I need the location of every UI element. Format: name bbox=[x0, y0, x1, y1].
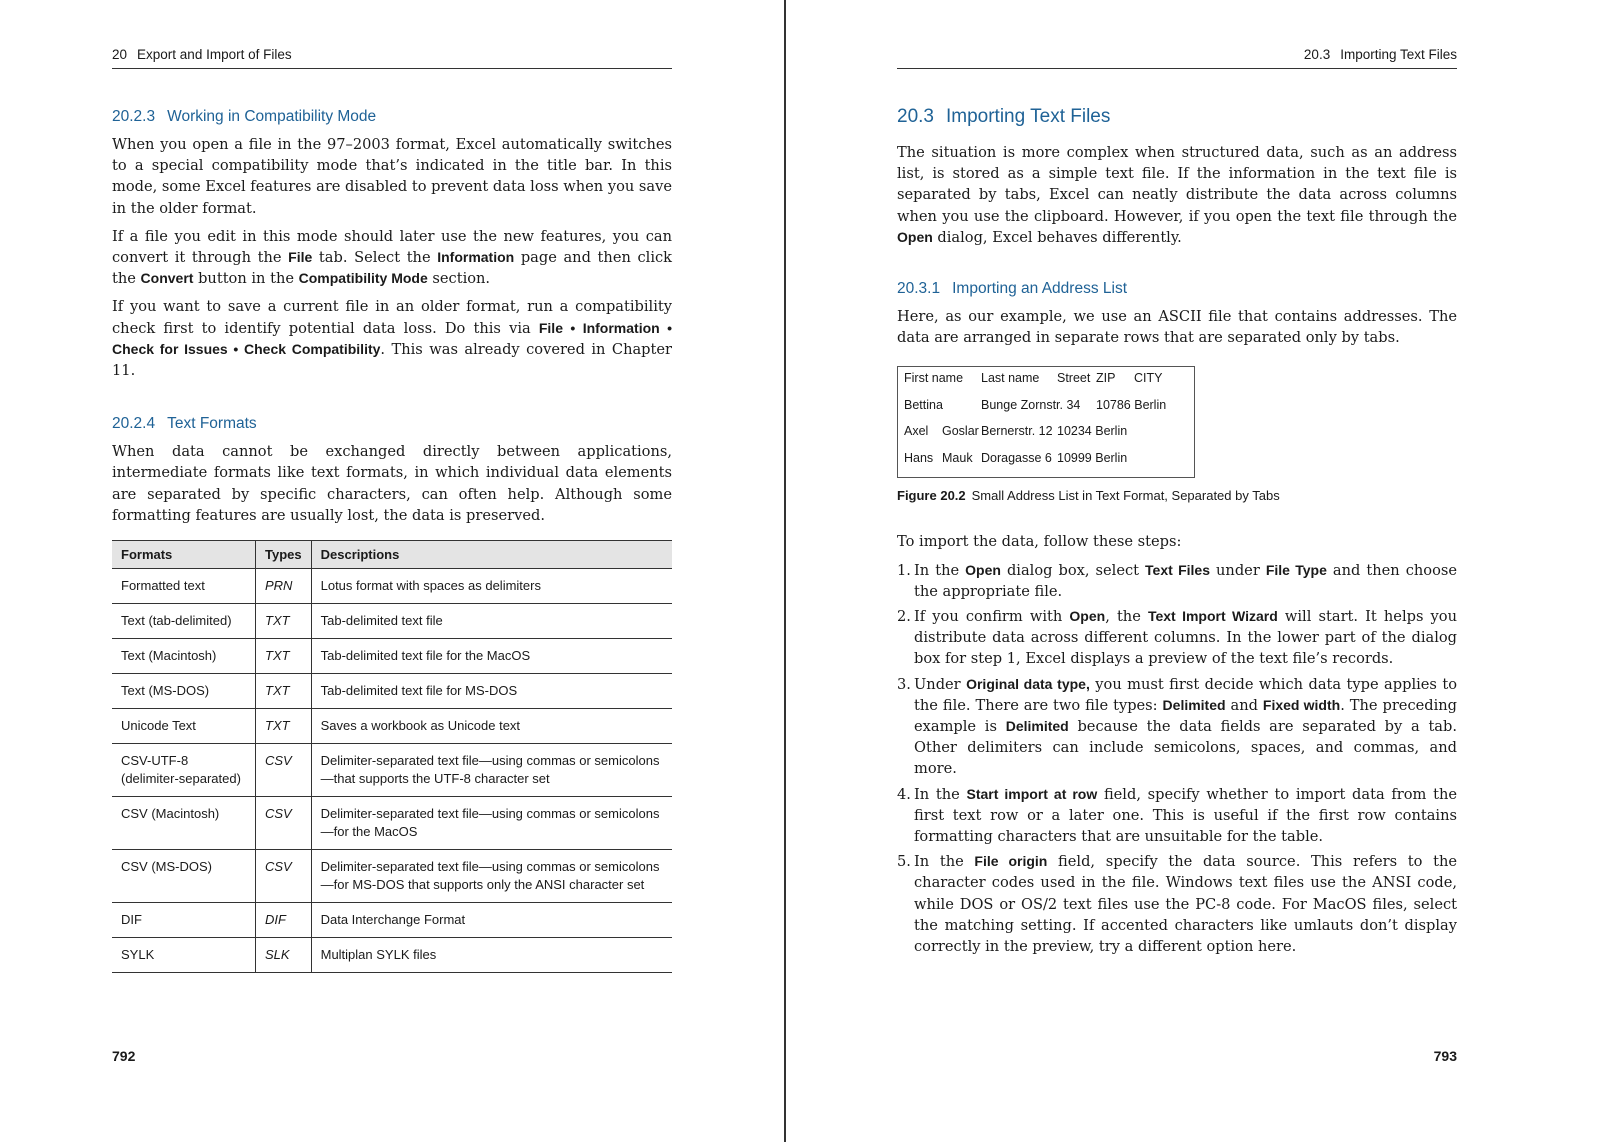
type-cell: CSV bbox=[256, 850, 312, 903]
running-head bbox=[897, 47, 1457, 69]
figure-cell: 10234 Berlin bbox=[1057, 424, 1128, 439]
table-row bbox=[112, 639, 672, 674]
step-number: 3. bbox=[897, 675, 911, 693]
figure-caption-text: Small Address List in Text Format, Separated by Tabs bbox=[971, 488, 1280, 504]
text-run: tab. Select the bbox=[312, 249, 438, 267]
description-cell: Lotus format with spaces as delimiters bbox=[311, 569, 672, 604]
paragraph bbox=[897, 306, 1457, 348]
text-run: because the data fields are separated by a tab. Other delimiters can include semicolons, spaces, and commas, and more. bbox=[914, 718, 1457, 778]
section-title: Importing Text Files bbox=[1340, 47, 1457, 62]
step-item bbox=[897, 851, 1457, 957]
bold-term: Text Files bbox=[1145, 561, 1210, 578]
figure-cell: 10999 Berlin bbox=[1057, 450, 1128, 465]
description-cell: Data Interchange Format bbox=[311, 903, 672, 938]
paragraph bbox=[112, 134, 672, 219]
figure-cell: Bettina bbox=[904, 397, 943, 412]
bold-term: Start import at row bbox=[966, 785, 1098, 802]
bold-term: File bbox=[288, 249, 313, 266]
table-row bbox=[112, 674, 672, 709]
step-item bbox=[897, 560, 1457, 602]
heading-number: 20.2.4 bbox=[112, 415, 156, 433]
figure-cell: Doragasse 6 bbox=[981, 450, 1052, 465]
step-item bbox=[897, 606, 1457, 670]
format-cell: CSV-UTF-8 (delimiter-separated) bbox=[112, 744, 256, 797]
step-number: 1. bbox=[897, 561, 911, 579]
bold-term: Open bbox=[897, 228, 933, 245]
heading-number: 20.3.1 bbox=[897, 280, 941, 298]
figure-cell: Axel bbox=[904, 424, 929, 439]
text-run: If you want to save a current file in an older format, run a compatibility check first to identify potential data loss. Do this via bbox=[112, 298, 672, 337]
figure-label: Figure 20.2 bbox=[897, 488, 966, 504]
text-run: When data cannot be exchanged directly between applications, intermediate formats like text formats, in which individual data elements are separated by specific characters, can often help. Although some formatting features are usually lost, the data is preserved. bbox=[112, 443, 672, 524]
section-number: 20.3 bbox=[1303, 47, 1331, 62]
table-row bbox=[112, 903, 672, 938]
type-cell: TXT bbox=[256, 709, 312, 744]
heading-number: 20.3 bbox=[897, 106, 934, 127]
page-number: 792 bbox=[112, 1048, 136, 1064]
section-heading bbox=[112, 415, 672, 433]
bold-term: File origin bbox=[974, 853, 1048, 870]
text-run: In the bbox=[914, 785, 967, 803]
chapter-number: 20 bbox=[112, 47, 128, 62]
figure-cell: Street bbox=[1057, 371, 1091, 386]
description-cell: Tab-delimited text file for MS-DOS bbox=[311, 674, 672, 709]
right-content bbox=[897, 106, 1457, 961]
description-cell: Delimiter-separated text file—using commas or semicolons—that supports the UTF-8 character set bbox=[311, 744, 672, 797]
text-run: section. bbox=[427, 270, 491, 288]
table-row bbox=[112, 744, 672, 797]
paragraph bbox=[112, 441, 672, 526]
bold-term: Open bbox=[1069, 608, 1106, 625]
table-row bbox=[112, 569, 672, 604]
page-number: 793 bbox=[1433, 1048, 1457, 1064]
subsection-heading bbox=[897, 280, 1457, 298]
table-row bbox=[112, 938, 672, 973]
text-run: . The preceding example is bbox=[914, 696, 1458, 736]
left-page bbox=[112, 0, 672, 1142]
description-cell: Delimiter-separated text file—using commas or semicolons—for the MacOS bbox=[311, 797, 672, 850]
column-header: Descriptions bbox=[311, 541, 672, 569]
format-cell: Text (Macintosh) bbox=[112, 639, 256, 674]
right-page bbox=[897, 0, 1457, 1142]
figure-cell: 10786 Berlin bbox=[1096, 397, 1167, 412]
paragraph bbox=[112, 296, 672, 381]
figure-cell: Last name bbox=[981, 371, 1040, 386]
text-run: . This was already covered in Chapter 11. bbox=[112, 340, 672, 380]
format-cell: SYLK bbox=[112, 938, 256, 973]
text-run: field, specify whether to import data from the first text row or a later one. This is useful if the first row contains formatting characters that are unsuitable for the table. bbox=[914, 785, 1457, 846]
figure-cell: Bernerstr. 12 bbox=[981, 424, 1053, 439]
format-cell: Text (tab-delimited) bbox=[112, 604, 256, 639]
section-20-2-4 bbox=[112, 415, 672, 526]
figure-cell: Hans bbox=[904, 450, 934, 465]
description-cell: Tab-delimited text file bbox=[311, 604, 672, 639]
column-header: Types bbox=[256, 541, 312, 569]
table-row bbox=[112, 850, 672, 903]
text-formats-table bbox=[112, 540, 672, 973]
description-cell: Delimiter-separated text file—using commas or semicolons—for MS-DOS that supports only the ANSI character set bbox=[311, 850, 672, 903]
figure-cell: First name bbox=[904, 371, 964, 386]
description-cell: Tab-delimited text file for the MacOS bbox=[311, 639, 672, 674]
description-cell: Multiplan SYLK files bbox=[311, 938, 672, 973]
running-head bbox=[112, 47, 672, 69]
text-run: and then choose the appropriate file. bbox=[914, 561, 1457, 600]
text-run: When you open a file in the 97–2003 format, Excel automatically switches to a special compatibility mode that’s indicated in the title bar. In this mode, some Excel features are disabled to prevent data loss when you save in the older format. bbox=[112, 136, 672, 217]
bold-term: Original data type, bbox=[966, 675, 1090, 692]
description-cell: Saves a workbook as Unicode text bbox=[311, 709, 672, 744]
bold-term: File Type bbox=[1265, 561, 1327, 578]
heading-number: 20.2.3 bbox=[112, 108, 156, 125]
text-run: If a file you edit in this mode should later use the new features, you can convert it through the bbox=[112, 227, 672, 267]
figure-cell: Bunge Zornstr. 34 bbox=[981, 397, 1081, 412]
text-run: dialog box, select bbox=[1000, 561, 1146, 579]
text-run: Under bbox=[914, 675, 967, 693]
heading-title: Importing an Address List bbox=[952, 280, 1128, 298]
text-run: button in the bbox=[193, 270, 299, 288]
type-cell: TXT bbox=[256, 604, 312, 639]
heading-title: Text Formats bbox=[167, 415, 257, 433]
step-item bbox=[897, 784, 1457, 848]
text-run: The situation is more complex when structured data, such as an address list, is stored as a simple text file. If the information in the text file is separated by tabs, Excel can neatly distribute the data across columns when you use the clipboard. However, if you open the text file through the bbox=[897, 144, 1457, 225]
paragraph bbox=[112, 226, 672, 290]
type-cell: CSV bbox=[256, 797, 312, 850]
section-heading bbox=[112, 108, 672, 126]
figure-caption bbox=[897, 488, 1457, 503]
table-row bbox=[112, 604, 672, 639]
type-cell: DIF bbox=[256, 903, 312, 938]
text-run: In the bbox=[914, 561, 966, 579]
table-row bbox=[112, 797, 672, 850]
format-cell: CSV (MS-DOS) bbox=[112, 850, 256, 903]
text-run: In the bbox=[914, 853, 975, 871]
text-run: page and then click the bbox=[112, 249, 672, 288]
bold-term: Fixed width bbox=[1262, 696, 1341, 713]
format-cell: Text (MS-DOS) bbox=[112, 674, 256, 709]
text-run: field, specify the data source. This refers to the character codes used in the file. Windows text files use the ANSI code, while DOS or OS/2 text files use the PC-8 code. For MacOS files, select the matching setting. If accented characters like umlauts don’t display correctly in the preview, try a different option here. bbox=[914, 853, 1457, 956]
format-cell: Formatted text bbox=[112, 569, 256, 604]
text-run: If you confirm with bbox=[914, 608, 1070, 626]
bold-term: Open bbox=[965, 561, 1001, 578]
chapter-title: Export and Import of Files bbox=[137, 47, 292, 62]
text-run: you must first decide which data type applies to the file. There are two file types: bbox=[914, 675, 1457, 714]
bold-term: Information bbox=[437, 249, 515, 266]
step-number: 2. bbox=[897, 608, 911, 626]
bold-term: File • Information • Check for Issues • Check Compatibility bbox=[112, 319, 672, 357]
section-heading bbox=[897, 106, 1457, 128]
text-run: Here, as our example, we use an ASCII file that contains addresses. The data are arranged in separate rows that are separated only by tabs. bbox=[897, 308, 1457, 347]
steps-intro: To import the data, follow these steps: bbox=[897, 533, 1182, 551]
heading-title: Working in Compatibility Mode bbox=[167, 108, 377, 125]
figure-cell: ZIP bbox=[1096, 371, 1116, 386]
bold-term: Convert bbox=[140, 270, 194, 287]
figure-cell: CITY bbox=[1134, 371, 1163, 386]
bold-term: Text Import Wizard bbox=[1147, 608, 1278, 625]
step-number: 4. bbox=[897, 785, 911, 803]
table-header-row bbox=[112, 541, 672, 569]
table-row bbox=[112, 709, 672, 744]
bold-term: Delimited bbox=[1162, 696, 1226, 713]
step-item bbox=[897, 674, 1457, 780]
section-20-2-3 bbox=[112, 108, 672, 381]
bold-term: Delimited bbox=[1005, 718, 1069, 735]
type-cell: TXT bbox=[256, 639, 312, 674]
type-cell: TXT bbox=[256, 674, 312, 709]
steps-list bbox=[897, 560, 1457, 958]
step-number: 5. bbox=[897, 853, 911, 871]
column-header: Formats bbox=[112, 541, 256, 569]
address-list-figure bbox=[897, 366, 1195, 478]
page-spine bbox=[784, 0, 786, 1142]
type-cell: SLK bbox=[256, 938, 312, 973]
type-cell: PRN bbox=[256, 569, 312, 604]
text-run: dialog, Excel behaves differently. bbox=[932, 228, 1182, 246]
left-content bbox=[112, 108, 672, 973]
format-cell: DIF bbox=[112, 903, 256, 938]
bold-term: Compatibility Mode bbox=[298, 270, 428, 287]
heading-title: Importing Text Files bbox=[945, 106, 1111, 127]
text-run: and bbox=[1225, 696, 1263, 714]
text-run: will start. It helps you distribute data across different columns. In the lower part of the dialog box for step 1, Excel displays a preview of the text file’s records. bbox=[914, 608, 1457, 668]
format-cell: Unicode Text bbox=[112, 709, 256, 744]
figure-cell: Mauk bbox=[942, 450, 973, 465]
format-cell: CSV (Macintosh) bbox=[112, 797, 256, 850]
paragraph bbox=[897, 142, 1457, 248]
text-run: under bbox=[1210, 561, 1266, 579]
type-cell: CSV bbox=[256, 744, 312, 797]
text-run: , the bbox=[1105, 608, 1148, 626]
figure-cell: Goslar bbox=[942, 424, 979, 439]
